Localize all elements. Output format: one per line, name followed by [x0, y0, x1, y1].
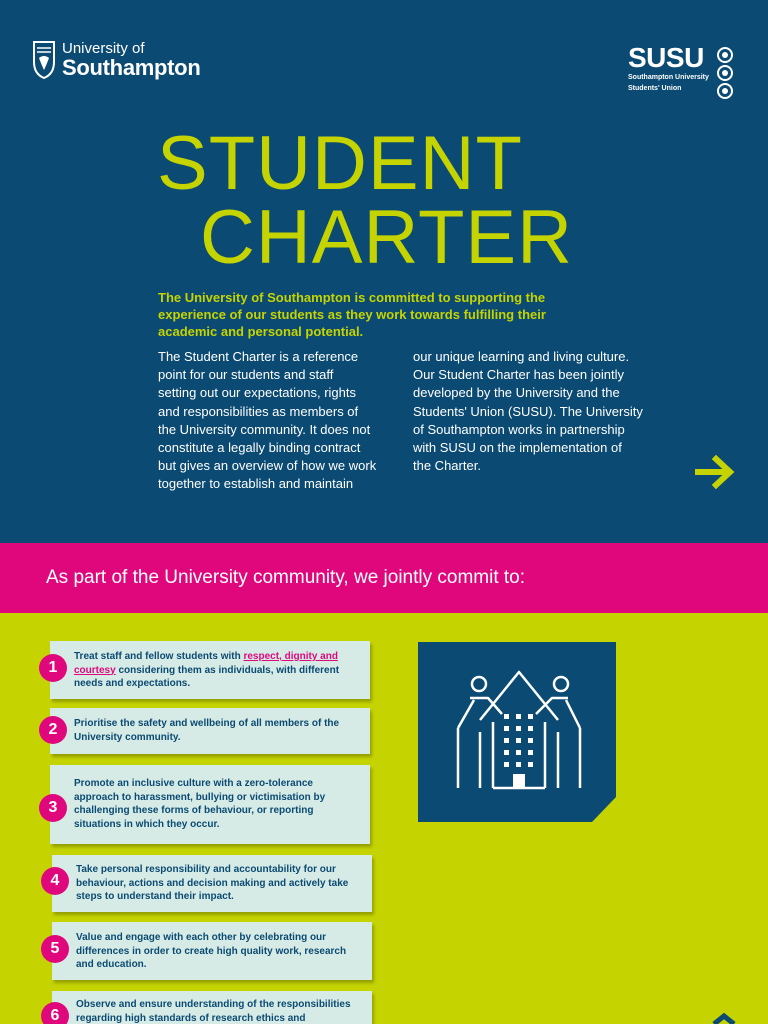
commitment-number: 6 — [41, 1002, 69, 1024]
commitment-text: Prioritise the safety and wellbeing of all members of the University community. — [74, 718, 340, 743]
commitment-number: 4 — [41, 867, 69, 895]
commitment-number: 3 — [39, 794, 67, 822]
body-column-1 — [158, 348, 388, 494]
commitment-text: considering them as individuals, with different needs and expectations. — [74, 664, 340, 689]
title-line-1: STUDENT — [157, 121, 523, 206]
body-line: together to establish and maintain — [158, 476, 354, 492]
susu-logo — [628, 44, 738, 104]
body-line: point for our students and staff — [158, 367, 334, 383]
body-line: but gives an overview of how we work — [158, 458, 377, 474]
arrow-right-icon[interactable] — [710, 1012, 740, 1024]
commitment-item — [52, 922, 372, 980]
people-building-icon — [418, 642, 616, 822]
susu-line-1: Southampton University — [628, 74, 709, 81]
body-line: Our Student Charter has been jointly — [413, 367, 625, 383]
commitment-text: Observe and ensure understanding of the responsibilities regarding high standards of research ethics and — [76, 999, 351, 1024]
body-line: setting out our expectations, rights — [158, 385, 357, 401]
arrow-right-icon[interactable] — [694, 454, 738, 490]
body-line: of Southampton works in partnership — [413, 421, 625, 437]
respect-dignity-link[interactable]: respect, dignity and courtesy — [74, 651, 338, 676]
commitment-text: Value and engage with each other by celebrating our differences in order to create high quality work, research and education. — [76, 932, 347, 970]
commitment-number: 5 — [41, 935, 69, 963]
title-line-2: CHARTER — [200, 195, 573, 280]
university-logo — [32, 40, 200, 80]
body-line: constitute a legally binding contract — [158, 440, 361, 456]
body-line: Students' Union (SUSU). The University — [413, 403, 643, 419]
commitment-number: 2 — [39, 716, 67, 744]
commitment-item — [50, 765, 370, 844]
body-column-2 — [413, 348, 643, 475]
commitment-text: Promote an inclusive culture with a zero-tolerance approach to harassment, bullying or victimisation by challenging these forms of behaviour, or reporting situations in which they occur. — [74, 778, 326, 830]
university-of-text: University of — [62, 40, 145, 57]
susu-rings-icon — [716, 46, 734, 100]
susu-word: SUSU — [628, 42, 704, 73]
body-line: The Student Charter is a reference — [158, 349, 359, 364]
susu-line-2: Students' Union — [628, 85, 682, 92]
body-line: our unique learning and living culture. — [413, 349, 630, 364]
commit-heading: As part of the University community, we jointly commit to: — [46, 567, 526, 588]
commitment-text: Treat staff and fellow students with — [74, 651, 244, 662]
body-line: the Charter. — [413, 458, 481, 474]
body-line: with SUSU on the implementation of — [413, 440, 622, 456]
commitment-item — [50, 641, 370, 699]
body-line: developed by the University and the — [413, 385, 620, 401]
body-line: and responsibilities as members of — [158, 403, 359, 419]
commitment-text: Take personal responsibility and accountability for our behaviour, actions and decision making and actively take steps to understand their impact. — [76, 864, 349, 902]
commitment-number: 1 — [39, 654, 67, 682]
commitment-item — [52, 855, 372, 912]
commitment-item — [52, 991, 372, 1024]
commitment-item — [50, 708, 370, 754]
intro-paragraph: The University of Southampton is committed to supporting the experience of our students as they work towards fulfilling their academic and personal potential. — [158, 290, 546, 339]
university-name: Southampton — [62, 55, 201, 80]
body-line: the University community. It does not — [158, 421, 371, 437]
university-crest-icon — [32, 40, 56, 80]
